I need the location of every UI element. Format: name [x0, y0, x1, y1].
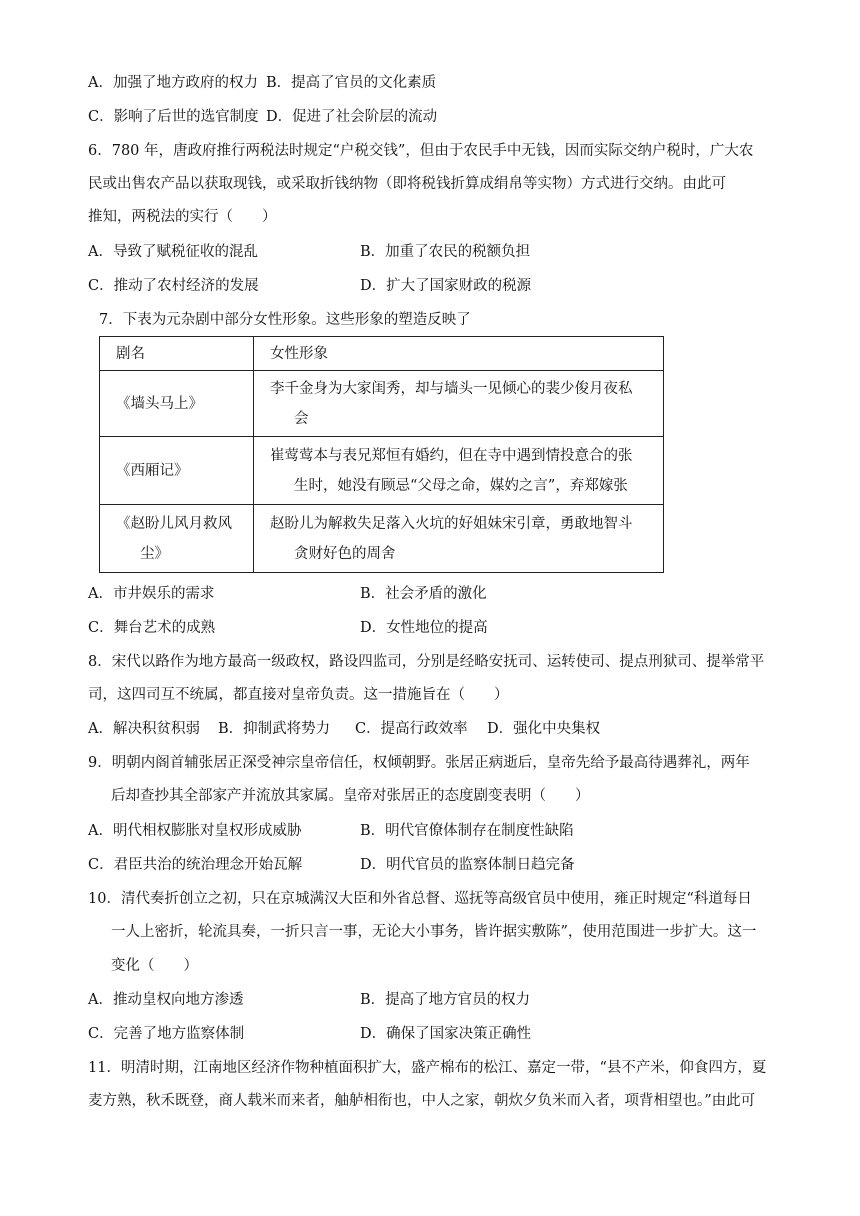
q8-stem-line-1: 8．宋代以路作为地方最高一级政权，路设四监司，分别是经略安抚司、运转使司、提点刑狱司、提举常平 — [88, 654, 765, 670]
q7-option-b: B．社会矛盾的激化 — [360, 586, 487, 602]
q5-option-d: D．促进了社会阶层的流动 — [266, 109, 438, 125]
q10-stem-line-2: 一人上密折，轮流具奏，一折只言一事，无论大小事务，皆许据实敷陈”，使用范围进一步扩大。这一 — [111, 924, 757, 940]
q8-option-d: D．强化中央集权 — [487, 721, 601, 737]
q6-stem-line-1: 6．780 年，唐政府推行两税法时规定“户税交钱”，但由于农民手中无钱，因而实际交纳户税时，广大农 — [88, 143, 754, 159]
title-line-2: 尘》 — [140, 545, 169, 562]
q6-stem-line-3: 推知，两税法的实行（ ） — [88, 209, 277, 225]
desc-line-2: 生时，她没有顾忌“父母之命，媒妁之言”，弃郑嫁张 — [294, 477, 628, 494]
q7-option-c: C．舞台艺术的成熟 — [88, 620, 216, 636]
header-female-image: 女性形象 — [254, 337, 664, 371]
q9-stem-line-1: 9．明朝内阁首辅张居正深受神宗皇帝信任，权倾朝野。张居正病逝后，皇帝先给予最高待遇葬礼，两年 — [88, 755, 750, 771]
q10-stem-line-1: 10．清代奏折创立之初，只在京城满汉大臣和外省总督、巡抚等高级官员中使用，雍正时规定“科道每日 — [88, 891, 752, 907]
female-image-desc — [254, 505, 664, 573]
q6-stem-line-2: 民或出售农产品以获取现钱，或采取折钱纳物（即将税钱折算成绢帛等实物）方式进行交纳。由此可 — [88, 176, 726, 192]
q7-option-a: A．市井娱乐的需求 — [88, 586, 215, 602]
q5-option-c: C．影响了后世的选官制度 — [88, 109, 259, 125]
title-line-1: 《赵盼儿风月救风 — [116, 515, 232, 532]
table-row — [100, 505, 664, 573]
q5-option-b: B．提高了官员的文化素质 — [266, 75, 437, 91]
desc-line-1: 赵盼儿为解救失足落入火坑的好姐妹宋引章，勇敢地智斗 — [270, 515, 633, 532]
table-row — [100, 371, 664, 437]
play-title: 《西厢记》 — [100, 437, 254, 505]
play-title — [100, 505, 254, 573]
q10-option-a: A．推动皇权向地方渗透 — [88, 992, 244, 1008]
q10-stem-line-3: 变化（ ） — [111, 958, 198, 974]
q6-option-b: B．加重了农民的税额负担 — [360, 244, 531, 260]
female-image-table — [99, 336, 664, 573]
q9-option-b: B．明代官僚体制存在制度性缺陷 — [360, 823, 574, 839]
female-image-desc — [254, 437, 664, 505]
q7-option-d: D．女性地位的提高 — [360, 620, 488, 636]
q5-option-a: A．加强了地方政府的权力 — [88, 75, 258, 91]
female-image-desc — [254, 371, 664, 437]
table-row — [100, 437, 664, 505]
q9-stem-line-2: 后却查抄其全部家产并流放其家属。皇帝对张居正的态度剧变表明（ ） — [111, 788, 590, 804]
q8-option-a: A．解决积贫积弱 — [88, 721, 200, 737]
q6-option-d: D．扩大了国家财政的税源 — [360, 278, 532, 294]
q6-option-c: C．推动了农村经济的发展 — [88, 278, 259, 294]
desc-line-1: 崔莺莺本与表兄郑恒有婚约，但在寺中遇到情投意合的张 — [270, 447, 633, 464]
play-title: 《墙头马上》 — [100, 371, 254, 437]
q9-option-c: C．君臣共治的统治理念开始瓦解 — [88, 857, 303, 873]
q6-option-a: A．导致了赋税征收的混乱 — [88, 244, 258, 260]
q8-stem-line-2: 司，这四司互不统属，都直接对皇帝负责。这一措施旨在（ ） — [88, 687, 509, 703]
q10-option-c: C．完善了地方监察体制 — [88, 1026, 245, 1042]
q9-option-a: A．明代相权膨胀对皇权形成威胁 — [88, 823, 302, 839]
q8-option-b: B．抑制武将势力 — [218, 721, 331, 737]
q7-stem: 7．下表为元杂剧中部分女性形象。这些形象的塑造反映了 — [99, 312, 471, 328]
q9-option-d: D．明代官员的监察体制日趋完备 — [360, 857, 575, 873]
q11-stem-line-2: 麦方熟，秋禾既登，商人载米而来者，舳舻相衔也，中人之家，朝炊夕负米而入者，项背相望也。”由此可 — [88, 1093, 756, 1109]
q11-stem-line-1: 11．明清时期，江南地区经济作物种植面积扩大，盛产棉布的松江、嘉定一带，“县不产米，仰食四方，夏 — [88, 1060, 767, 1076]
desc-line-1: 李千金身为大家闺秀，却与墙头一见倾心的裴少俊月夜私 — [270, 380, 633, 397]
q8-option-c: C．提高行政效率 — [355, 721, 468, 737]
q10-option-d: D．确保了国家决策正确性 — [360, 1026, 532, 1042]
desc-line-2: 会 — [294, 410, 309, 427]
table-header-row — [100, 337, 664, 371]
header-play-name: 剧名 — [100, 337, 254, 371]
q10-option-b: B．提高了地方官员的权力 — [360, 992, 531, 1008]
desc-line-2: 贪财好色的周舍 — [294, 545, 396, 562]
